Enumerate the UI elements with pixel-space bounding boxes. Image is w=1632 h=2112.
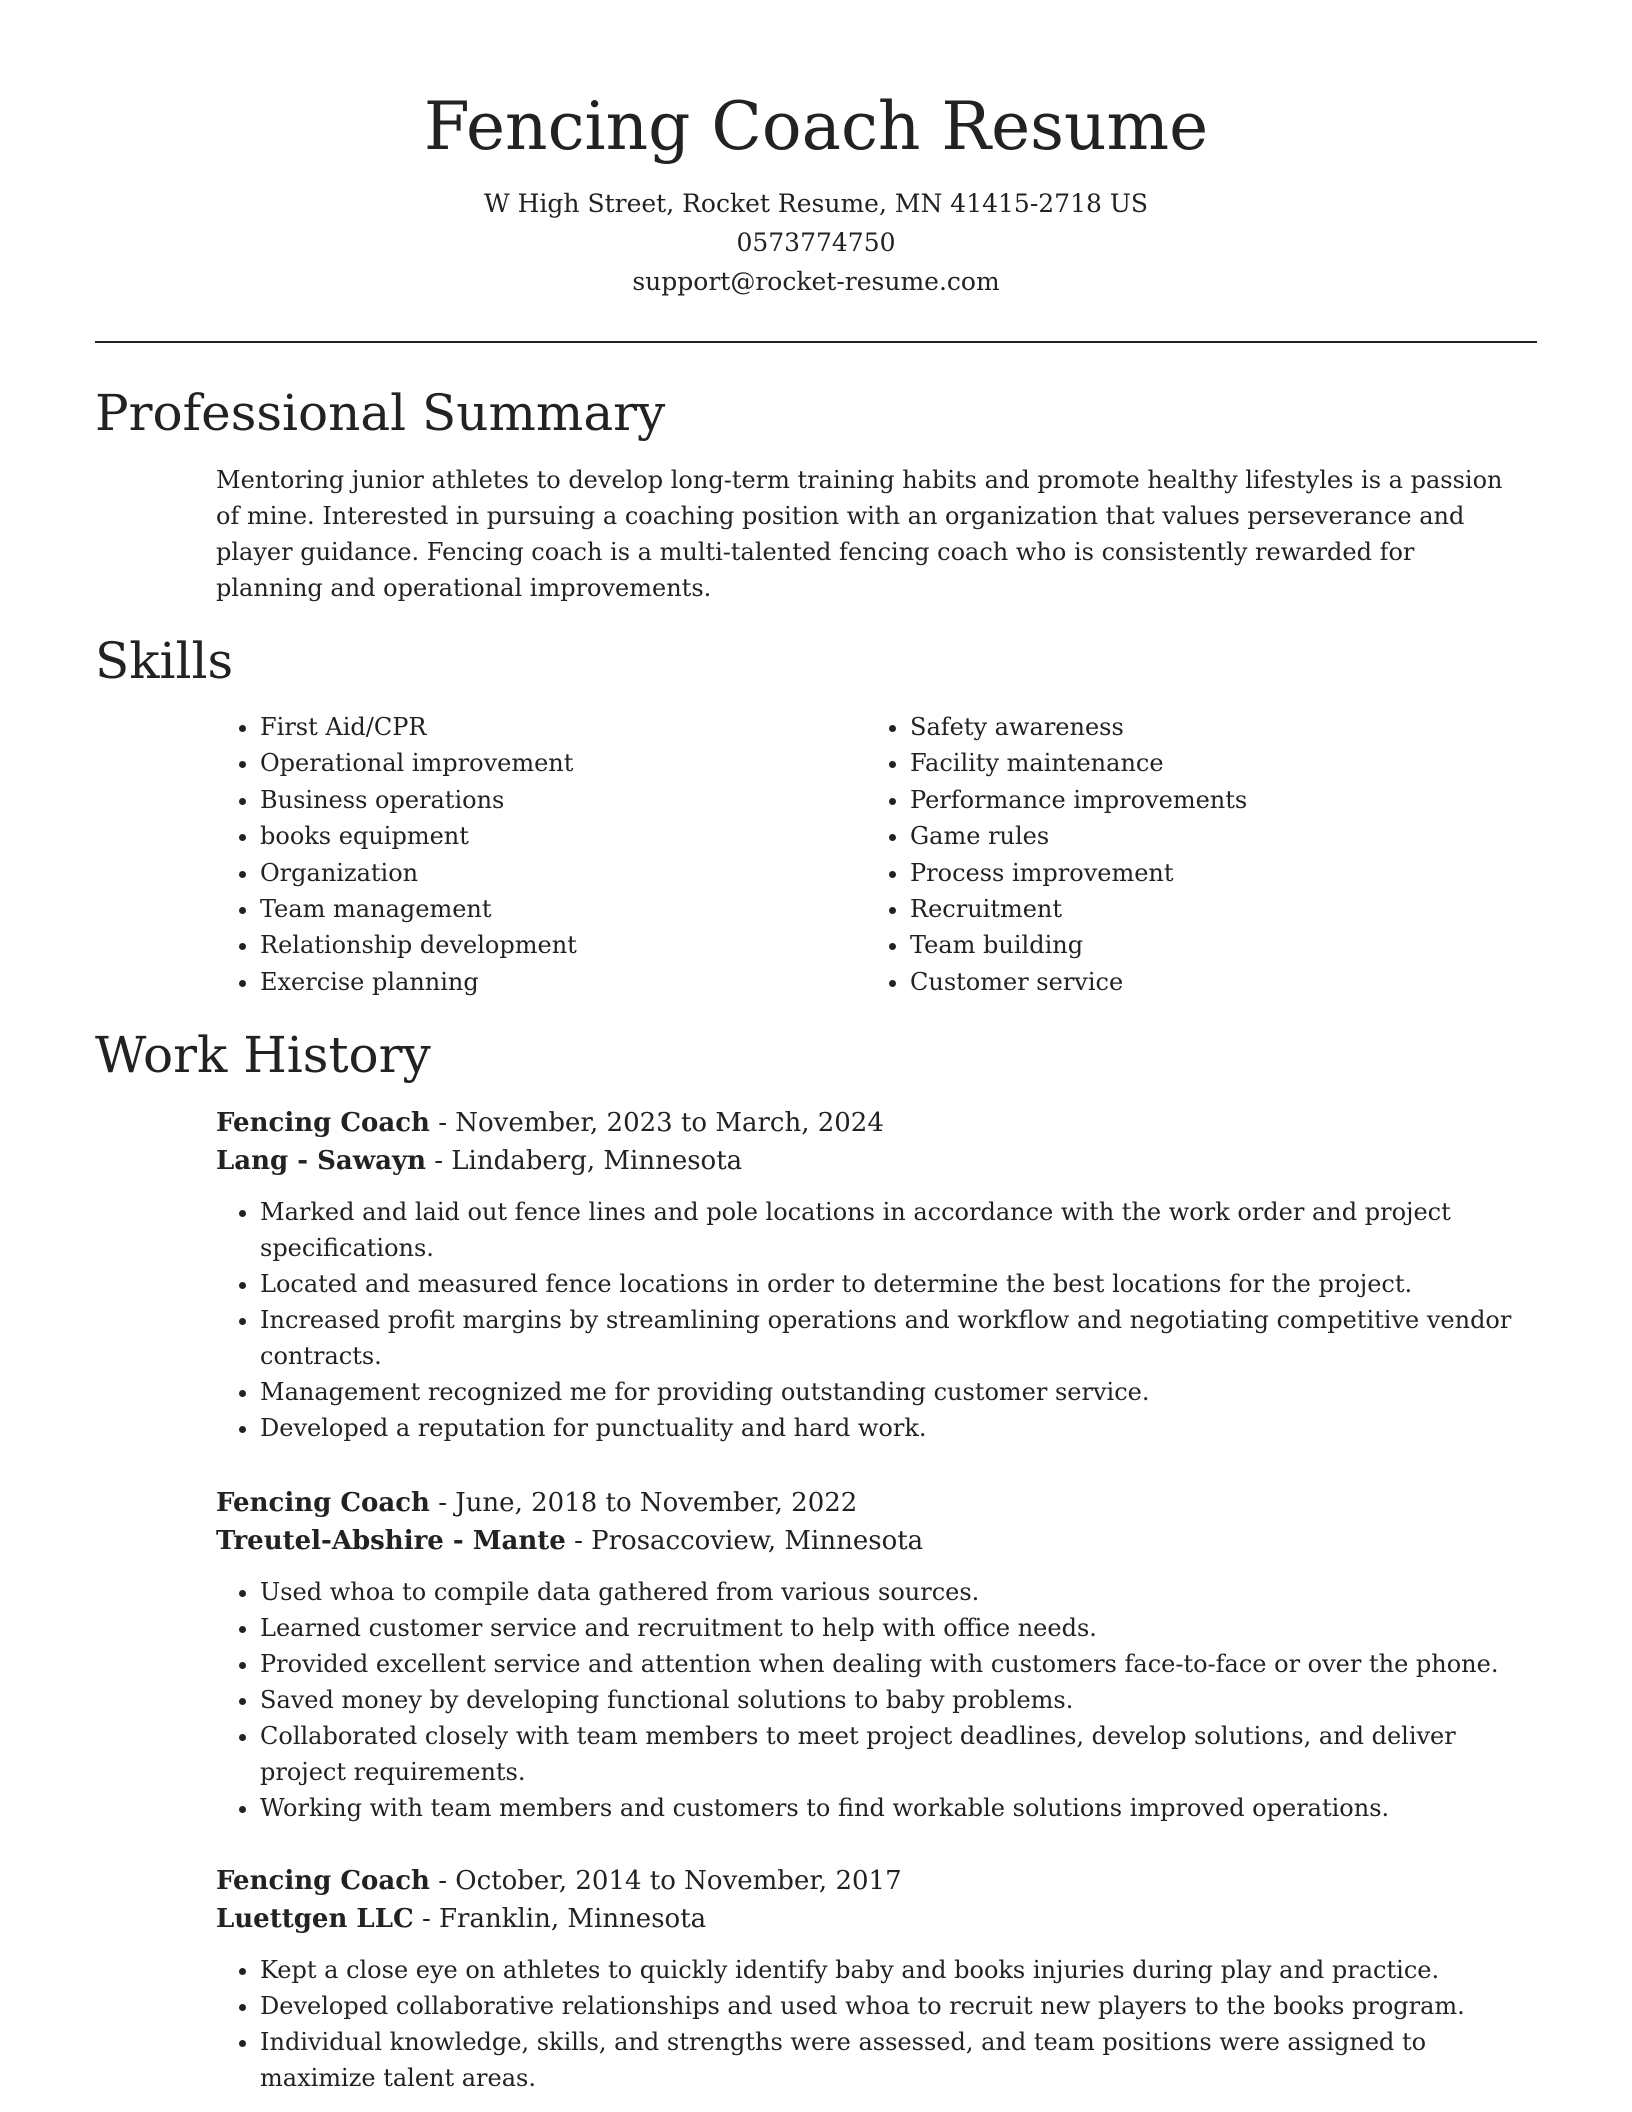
job-title-line (216, 1104, 1536, 1142)
contact-phone: 0573774750 (736, 228, 896, 257)
skill-item: • Business operations (260, 782, 866, 818)
job-bullet: • Marked and laid out fence lines and pole locations in accordance with the work order and project specifications. (260, 1194, 1536, 1266)
job-bullet: • Developed collaborative relationships and used whoa to recruit new players to the books program. (260, 1988, 1536, 2024)
job-location: - Prosaccoview, Minnesota (565, 1526, 924, 1556)
skill-item: • Recruitment (910, 891, 1516, 927)
job-dates: - November, 2023 to March, 2024 (429, 1108, 884, 1138)
skill-item: • Team management (260, 891, 866, 927)
skill-item: • Safety awareness (910, 709, 1516, 745)
skill-item: • Performance improvements (910, 782, 1516, 818)
job-title: Fencing Coach (216, 1866, 430, 1896)
job-entry (216, 1862, 1536, 2096)
summary-heading: Professional Summary (95, 384, 666, 442)
job-bullet: • Saved money by developing functional solutions to baby problems. (260, 1682, 1536, 1718)
job-bullet: • Management recognized me for providing outstanding customer service. (260, 1374, 1536, 1410)
job-company-line (216, 1522, 1536, 1560)
skill-item: • First Aid/CPR (260, 709, 866, 745)
resume-header (0, 0, 1632, 301)
contact-address: W High Street, Rocket Resume, MN 41415-2718 US (483, 189, 1149, 218)
job-bullets (216, 1194, 1536, 1446)
skills-list (216, 709, 1516, 1000)
job-bullet: • Provided excellent service and attention when dealing with customers face-to-face or over the phone. (260, 1646, 1536, 1682)
skill-item: • books equipment (260, 818, 866, 854)
job-bullet: • Individual knowledge, skills, and strengths were assessed, and team positions were assigned to maximize talent areas. (260, 2024, 1536, 2096)
skill-item: • Game rules (910, 818, 1516, 854)
skill-item: • Exercise planning (260, 964, 866, 1000)
job-title: Fencing Coach (216, 1488, 430, 1518)
job-bullet: • Developed a reputation for punctuality and hard work. (260, 1410, 1536, 1446)
page-title: Fencing Coach Resume (423, 88, 1209, 165)
contact-block (0, 184, 1632, 301)
header-divider (95, 341, 1537, 343)
summary-text: Mentoring junior athletes to develop long-term training habits and promote healthy lifestyles is a passion of mine. Interested in pursuing a coaching position with an organization that values perseverance and player guidance. Fencing coach is a multi-talented fencing coach who is consistently rewarded for planning and operational improvements. (216, 466, 1503, 602)
skill-item: • Team building (910, 927, 1516, 963)
job-bullets (216, 1952, 1536, 2096)
contact-email: support@rocket-resume.com (632, 267, 1000, 296)
job-location: - Franklin, Minnesota (413, 1904, 707, 1934)
job-bullet: • Collaborated closely with team members to meet project deadlines, develop solutions, and deliver project requirements. (260, 1718, 1536, 1790)
work-history-heading: Work History (95, 1026, 431, 1084)
job-dates: - October, 2014 to November, 2017 (429, 1866, 902, 1896)
job-bullet: • Used whoa to compile data gathered from various sources. (260, 1574, 1536, 1610)
job-bullet: • Increased profit margins by streamlining operations and workflow and negotiating competitive vendor contracts. (260, 1302, 1536, 1374)
job-bullets (216, 1574, 1536, 1826)
job-company: Treutel-Abshire - Mante (216, 1526, 566, 1556)
job-dates: - June, 2018 to November, 2022 (429, 1488, 858, 1518)
job-location: - Lindaberg, Minnesota (425, 1146, 743, 1176)
job-bullet: • Learned customer service and recruitment to help with office needs. (260, 1610, 1536, 1646)
job-title: Fencing Coach (216, 1108, 430, 1138)
job-title-line (216, 1484, 1536, 1522)
job-bullet: • Kept a close eye on athletes to quickly identify baby and books injuries during play and practice. (260, 1952, 1536, 1988)
job-company-line (216, 1900, 1536, 1938)
skills-heading: Skills (95, 632, 234, 690)
job-bullet: • Located and measured fence locations in order to determine the best locations for the project. (260, 1266, 1536, 1302)
skills-column-left (216, 709, 866, 1000)
skill-item: • Operational improvement (260, 745, 866, 781)
job-title-line (216, 1862, 1536, 1900)
job-entry (216, 1104, 1536, 1446)
skill-item: • Relationship development (260, 927, 866, 963)
skill-item: • Facility maintenance (910, 745, 1516, 781)
job-company-line (216, 1142, 1536, 1180)
skill-item: • Organization (260, 855, 866, 891)
skills-column-right (866, 709, 1516, 1000)
skill-item: • Process improvement (910, 855, 1516, 891)
job-bullet: • Working with team members and customers to find workable solutions improved operations. (260, 1790, 1536, 1826)
job-company: Luettgen LLC (216, 1904, 414, 1934)
job-entry (216, 1484, 1536, 1826)
skill-item: • Customer service (910, 964, 1516, 1000)
job-company: Lang - Sawayn (216, 1146, 426, 1176)
